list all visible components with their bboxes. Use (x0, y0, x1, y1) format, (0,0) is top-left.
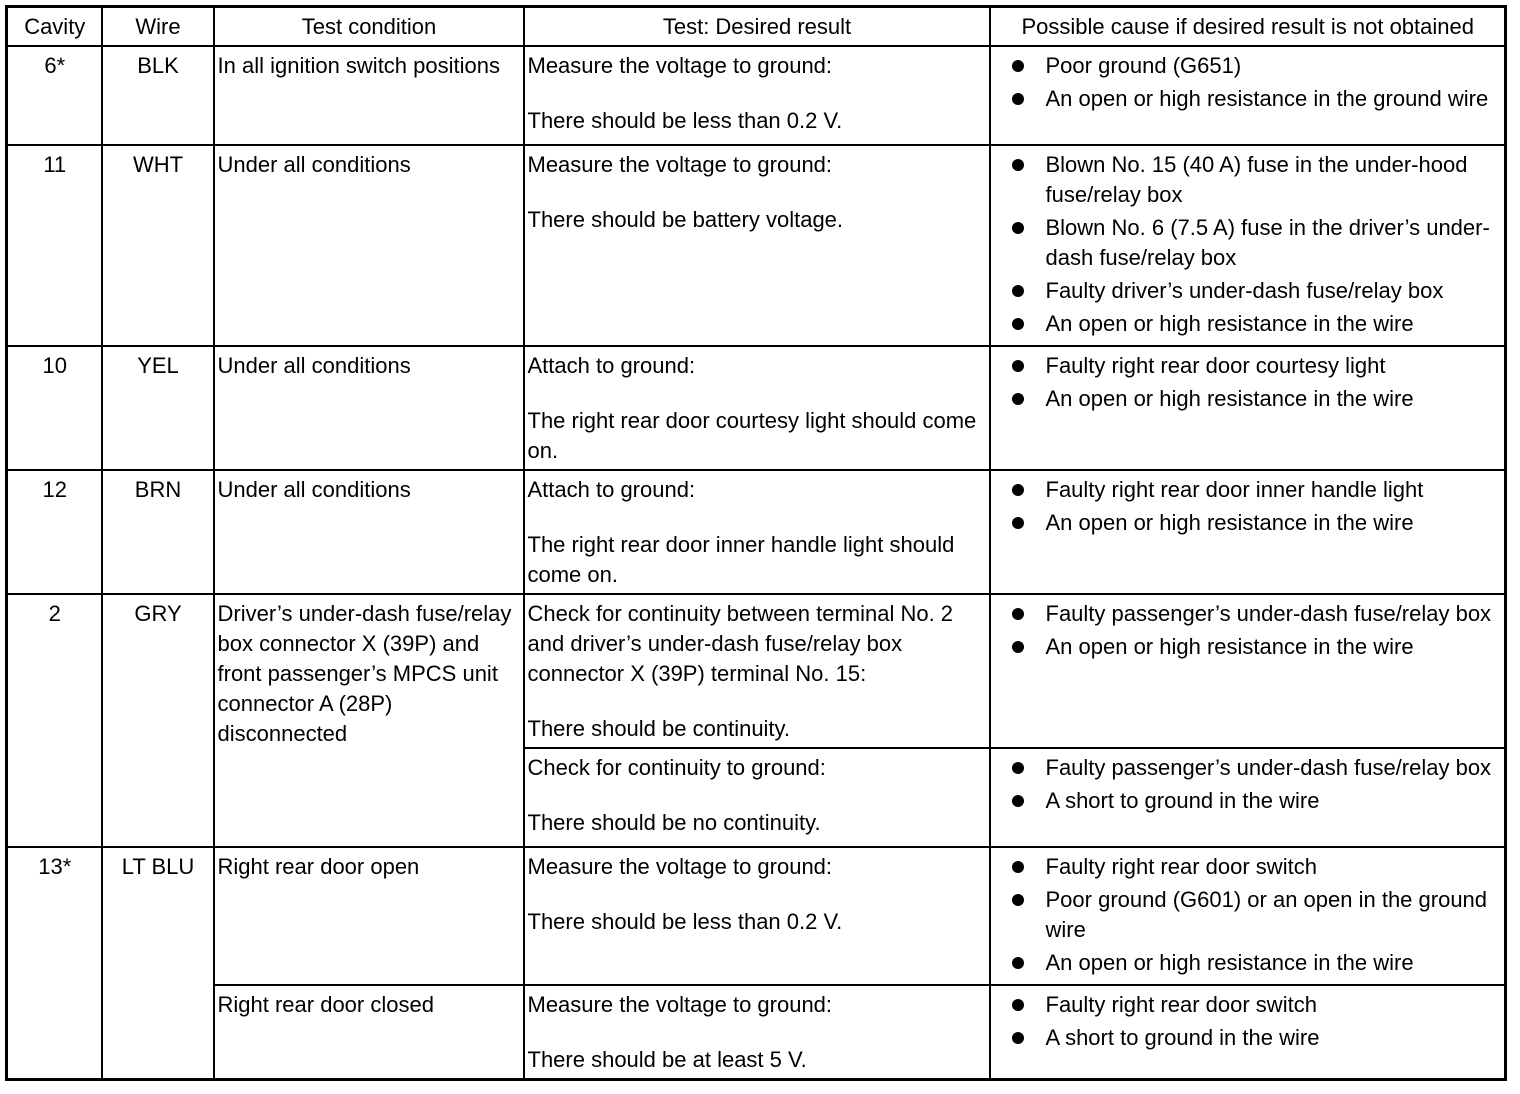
result-cell (524, 470, 990, 594)
header-possible-cause: Possible cause if desired result is not obtained (990, 7, 1506, 47)
connector-test-table (5, 5, 1507, 1081)
cause-item: Blown No. 6 (7.5 A) fuse in the driver’s under-dash fuse/relay box (1010, 213, 1503, 273)
header-cavity: Cavity (7, 7, 102, 47)
cavity-cell: 12 (7, 470, 102, 594)
result-cell (524, 346, 990, 470)
result-action: Measure the voltage to ground: (527, 152, 833, 177)
result-expectation: The right rear door courtesy light should come on. (527, 408, 977, 463)
cause-item: Faulty right rear door inner handle light (1010, 475, 1503, 505)
cause-item: Blown No. 15 (40 A) fuse in the under-hood fuse/relay box (1010, 150, 1503, 210)
result-expectation: There should be less than 0.2 V. (527, 108, 843, 133)
cause-cell (990, 594, 1506, 748)
cause-item: Faulty right rear door switch (1010, 852, 1503, 882)
condition-cell: Right rear door closed (214, 985, 524, 1080)
header-wire: Wire (102, 7, 214, 47)
cause-list (994, 753, 1503, 816)
wire-cell: LT BLU (102, 847, 214, 1080)
cause-cell (990, 46, 1506, 145)
cause-item: An open or high resistance in the ground wire (1010, 84, 1503, 114)
result-expectation: There should be battery voltage. (527, 207, 844, 232)
cause-item: Faulty passenger’s under-dash fuse/relay box (1010, 753, 1503, 783)
header-desired-result: Test: Desired result (524, 7, 990, 47)
cause-item: A short to ground in the wire (1010, 786, 1503, 816)
result-expectation: The right rear door inner handle light should come on. (527, 532, 955, 587)
cause-item: Faulty right rear door courtesy light (1010, 351, 1503, 381)
result-cell (524, 46, 990, 145)
cause-item: Faulty driver’s under-dash fuse/relay box (1010, 276, 1503, 306)
header-test-condition: Test condition (214, 7, 524, 47)
result-expectation: There should be continuity. (527, 716, 791, 741)
cavity-cell: 11 (7, 145, 102, 346)
result-action: Measure the voltage to ground: (527, 992, 833, 1017)
cause-list (994, 990, 1503, 1053)
cause-cell (990, 470, 1506, 594)
result-cell (524, 145, 990, 346)
wire-cell: BRN (102, 470, 214, 594)
condition-cell: Driver’s under-dash fuse/relay box connector X (39P) and front passenger’s MPCS unit connector A (28P) disconnected (214, 594, 524, 847)
cause-list (994, 150, 1503, 339)
result-expectation: There should be less than 0.2 V. (527, 909, 843, 934)
table-row (7, 847, 1506, 985)
cavity-cell: 10 (7, 346, 102, 470)
result-cell (524, 594, 990, 748)
table-row (7, 594, 1506, 748)
result-cell (524, 847, 990, 985)
condition-cell: Under all conditions (214, 346, 524, 470)
cause-item: An open or high resistance in the wire (1010, 309, 1503, 339)
cause-list (994, 351, 1503, 414)
cause-list (994, 475, 1503, 538)
cause-item: Faulty right rear door switch (1010, 990, 1503, 1020)
table-row (7, 346, 1506, 470)
cause-item: An open or high resistance in the wire (1010, 632, 1503, 662)
cause-list (994, 51, 1503, 114)
result-cell (524, 985, 990, 1080)
wire-cell: YEL (102, 346, 214, 470)
wire-cell: WHT (102, 145, 214, 346)
header-row (7, 7, 1506, 47)
cause-item: Poor ground (G651) (1010, 51, 1503, 81)
table-row (7, 470, 1506, 594)
result-expectation: There should be no continuity. (527, 810, 821, 835)
result-action: Measure the voltage to ground: (527, 53, 833, 78)
cavity-cell: 13* (7, 847, 102, 1080)
result-action: Attach to ground: (527, 477, 696, 502)
cause-item: An open or high resistance in the wire (1010, 948, 1503, 978)
cause-cell (990, 748, 1506, 847)
cause-cell (990, 346, 1506, 470)
cause-cell (990, 985, 1506, 1080)
cause-item: An open or high resistance in the wire (1010, 508, 1503, 538)
table-row (7, 145, 1506, 346)
result-expectation: There should be at least 5 V. (527, 1047, 807, 1072)
wire-cell: GRY (102, 594, 214, 847)
cause-item: A short to ground in the wire (1010, 1023, 1503, 1053)
table-row (7, 46, 1506, 145)
cause-item: An open or high resistance in the wire (1010, 384, 1503, 414)
result-action: Measure the voltage to ground: (527, 854, 833, 879)
condition-cell: In all ignition switch positions (214, 46, 524, 145)
result-action: Check for continuity between terminal No. 2 and driver’s under-dash fuse/relay box connector X (39P) terminal No. 15: (527, 601, 954, 686)
result-action: Attach to ground: (527, 353, 696, 378)
result-cell (524, 748, 990, 847)
cause-cell (990, 847, 1506, 985)
condition-cell: Under all conditions (214, 145, 524, 346)
cavity-cell: 2 (7, 594, 102, 847)
cause-item: Faulty passenger’s under-dash fuse/relay box (1010, 599, 1503, 629)
cause-list (994, 599, 1503, 662)
result-action: Check for continuity to ground: (527, 755, 826, 780)
condition-cell: Under all conditions (214, 470, 524, 594)
wire-cell: BLK (102, 46, 214, 145)
condition-cell: Right rear door open (214, 847, 524, 985)
cause-item: Poor ground (G601) or an open in the ground wire (1010, 885, 1503, 945)
cause-list (994, 852, 1503, 978)
cavity-cell: 6* (7, 46, 102, 145)
table-row (7, 985, 1506, 1080)
cause-cell (990, 145, 1506, 346)
